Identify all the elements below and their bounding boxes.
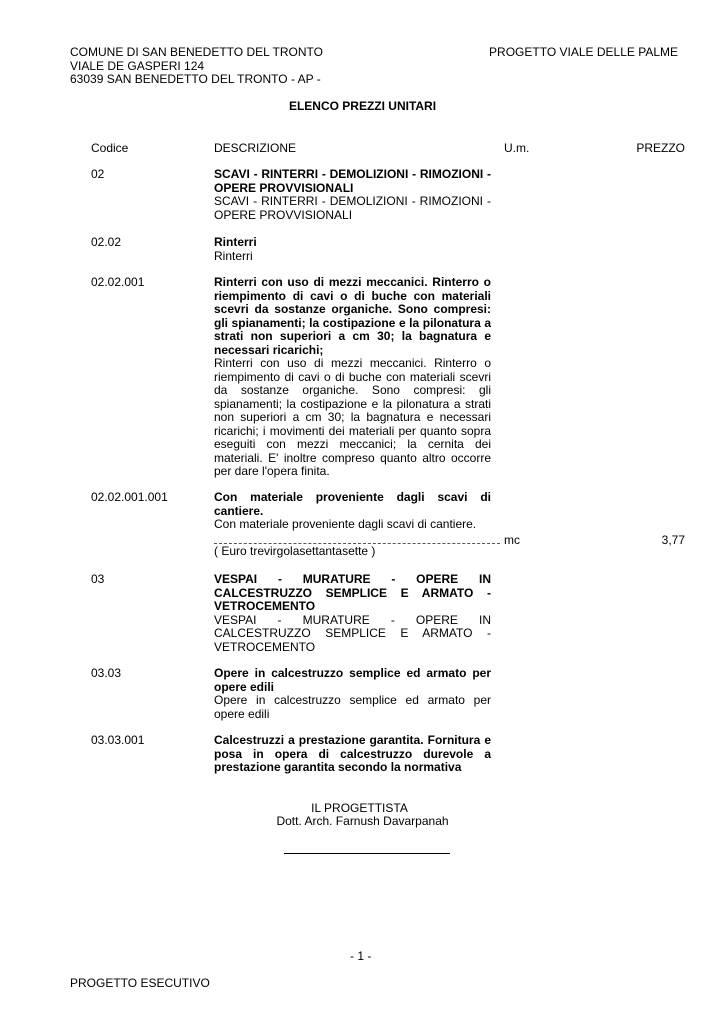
- signature-role-text: IL PROGETTISTA: [311, 801, 408, 815]
- row-code: 02.02.001.001: [91, 490, 168, 504]
- signature-role: [0, 801, 725, 815]
- row-text: VESPAI - MURATURE - OPERE IN CALCESTRUZZO SEMPLICE E ARMATO - VETROCEMENTO: [214, 612, 491, 654]
- row-description: [214, 734, 491, 775]
- row-description: [214, 168, 491, 222]
- row-text: SCAVI - RINTERRI - DEMOLIZIONI - RIMOZIONI - OPERE PROVVISIONALI: [214, 194, 491, 222]
- row-price-words: ( Euro trevirgolasettantasette ): [214, 544, 376, 558]
- row-title: SCAVI - RINTERRI - DEMOLIZIONI - RIMOZIONI - OPERE PROVVISIONALI: [214, 167, 491, 195]
- row-description: [214, 573, 491, 654]
- column-header-code: Codice: [91, 141, 129, 155]
- header-line-3: 63039 SAN BENEDETTO DEL TRONTO - AP -: [70, 72, 321, 86]
- row-title: Opere in calcestruzzo semplice ed armato per opere edili: [214, 666, 491, 694]
- row-title: Rinterri: [214, 235, 257, 249]
- page-number: - 1 -: [350, 949, 372, 963]
- footer-text: PROGETTO ESECUTIVO: [70, 976, 210, 990]
- row-code: 02.02: [91, 235, 122, 249]
- row-title: VESPAI - MURATURE - OPERE IN CALCESTRUZZO SEMPLICE E ARMATO - VETROCEMENTO: [214, 572, 491, 613]
- row-description: [214, 491, 491, 532]
- row-code: 02.02.001: [91, 275, 145, 289]
- signature-name: Dott. Arch. Farnush Davarpanah: [276, 814, 449, 828]
- row-code: 03.03: [91, 666, 122, 680]
- row-description: [214, 667, 491, 721]
- page-title: ELENCO PREZZI UNITARI: [288, 99, 437, 113]
- row-code: 03: [91, 572, 105, 586]
- row-price: 3,77: [661, 533, 685, 547]
- row-code: 02: [91, 167, 105, 181]
- row-text: Opere in calcestruzzo semplice ed armato per opere edili: [214, 693, 491, 721]
- row-text: Con materiale proveniente dagli scavi di cantiere.: [214, 517, 477, 531]
- header-address: [70, 46, 323, 87]
- column-header-price: PREZZO: [636, 141, 685, 155]
- row-text: Rinterri: [214, 248, 253, 263]
- row-text: Rinterri con uso di mezzi meccanici. Rinterro o riempimento di cavi o di buche con materiali scevri da sostanze organiche. Sono compresi: gli spianamenti; la costipazione e la pilonatura a strati non superiori a cm 30; la bagnatura e necessari ricarichi; i movimenti dei materiali per quanto sopra eseguiti con mezzi meccanici; la cernita dei materiali. E' inoltre compreso quanto altro occorre per dare l'opera finita.: [214, 356, 491, 478]
- row-description: [214, 276, 491, 479]
- column-header-unit: U.m.: [504, 141, 530, 155]
- row-title: Rinterri con uso di mezzi meccanici. Rinterro o riempimento di cavi o di buche con materiali scevri da sostanze organiche. Sono compresi: gli spianamenti; la costipazione e la pilonatura a strati non superiori a cm 30; la bagnatura e necessari ricarichi;: [214, 275, 491, 357]
- signature-line: [284, 853, 450, 854]
- column-header-description: DESCRIZIONE: [214, 141, 297, 155]
- row-description: [214, 236, 491, 263]
- row-title: Calcestruzzi a prestazione garantita. Fornitura e posa in opera di calcestruzzo durevole a prestazione garantita secondo la normativa: [214, 733, 491, 774]
- row-unit: mc: [504, 533, 520, 547]
- header-project: PROGETTO VIALE DELLE PALME: [489, 45, 678, 59]
- row-title: Con materiale proveniente dagli scavi di cantiere.: [214, 490, 491, 518]
- header-line-1: COMUNE DI SAN BENEDETTO DEL TRONTO: [70, 45, 323, 59]
- row-code: 03.03.001: [91, 733, 145, 747]
- header-line-2: VIALE DE GASPERI 124: [70, 58, 205, 73]
